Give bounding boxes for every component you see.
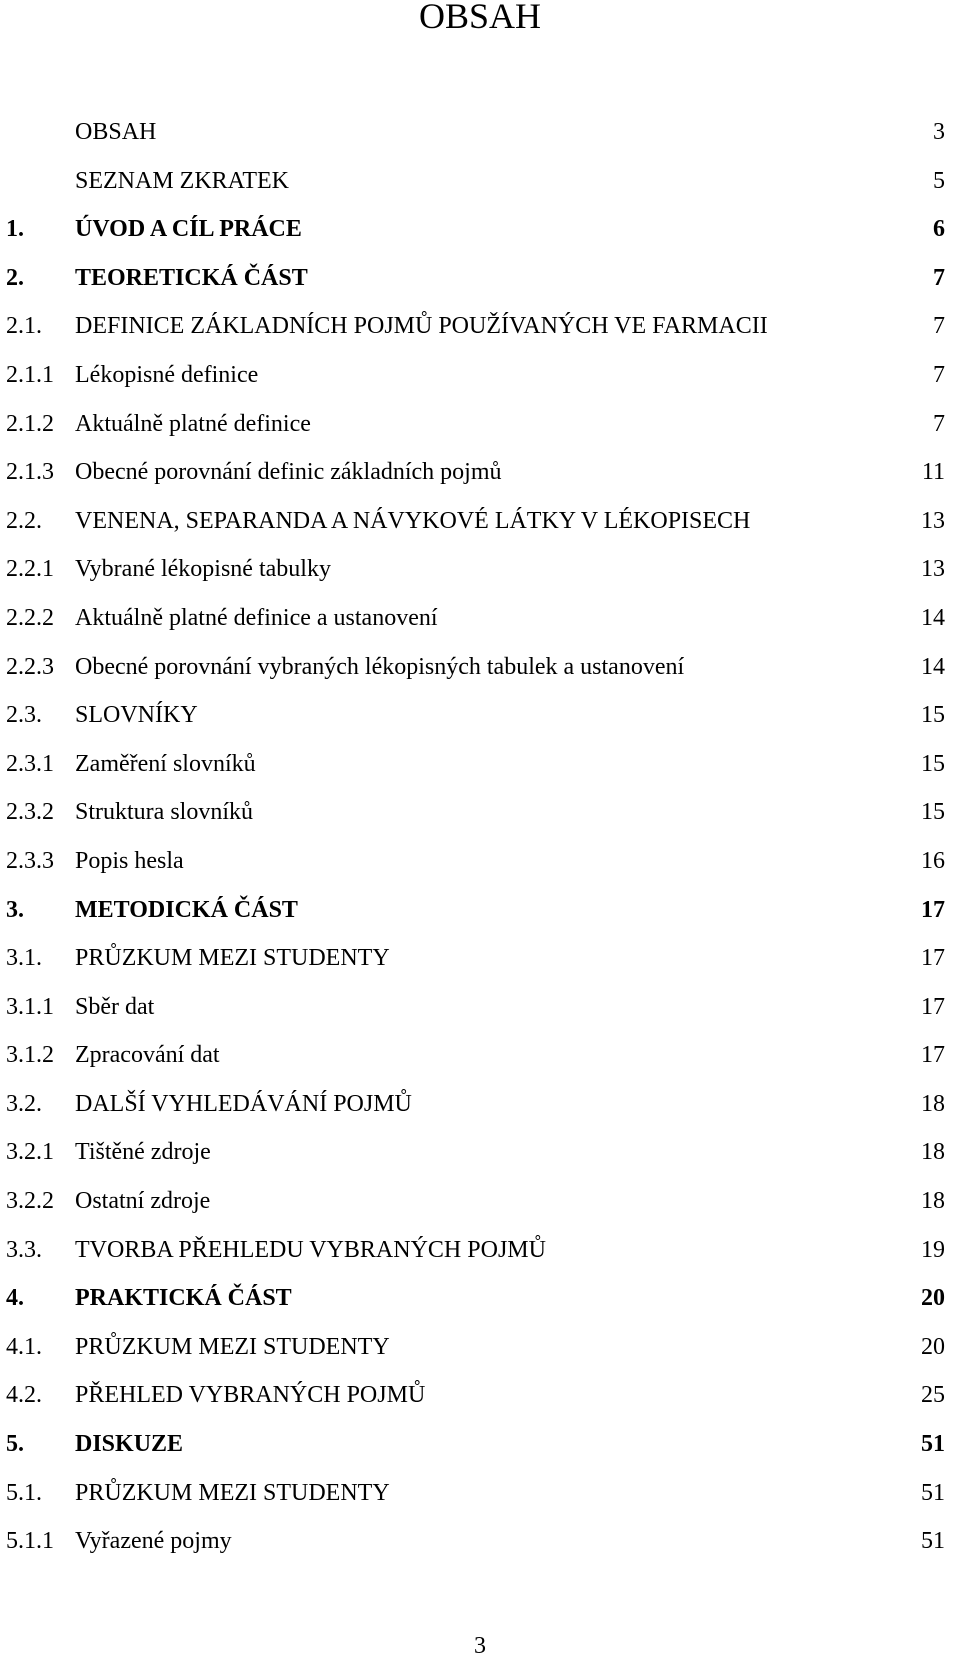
page-title: OBSAH (418, 0, 542, 36)
toc-entry[interactable] (0, 1234, 960, 1283)
toc-entry-title: Sběr dat (75, 993, 155, 1020)
toc-entry-title: Vyřazené pojmy (75, 1528, 232, 1555)
toc-entry-page: 13 (921, 556, 945, 583)
toc-entry-number: 1. (6, 216, 24, 243)
toc-entry-page: 17 (921, 993, 945, 1020)
toc-entry[interactable] (0, 1136, 960, 1185)
toc-entry[interactable] (0, 165, 960, 214)
toc-entry[interactable] (0, 310, 960, 359)
toc-entry-number: 2.1.1 (6, 361, 54, 388)
toc-entry-page: 51 (921, 1431, 945, 1458)
toc-entry-number: 3.2. (6, 1090, 42, 1117)
toc-entry-title: SLOVNÍKY (75, 702, 198, 729)
toc-entry-number: 2. (6, 264, 24, 291)
toc-entry-title: Zaměření slovníků (75, 750, 256, 777)
toc-entry-number: 3.1.2 (6, 1042, 54, 1069)
toc-entry[interactable] (0, 553, 960, 602)
toc-entry-title: Vybrané lékopisné tabulky (75, 556, 331, 583)
toc-entry-number: 3.2.1 (6, 1139, 54, 1166)
toc-entry-number: 2.3.1 (6, 750, 54, 777)
toc-entry[interactable] (0, 991, 960, 1040)
toc-entry-page: 51 (921, 1528, 945, 1555)
toc-entry-page: 5 (933, 167, 945, 194)
toc-entry-title: Obecné porovnání vybraných lékopisných tabulek a ustanovení (75, 653, 685, 680)
toc-entry-page: 18 (921, 1090, 945, 1117)
toc-entry[interactable] (0, 505, 960, 554)
toc-entry-number: 3.2.2 (6, 1188, 54, 1215)
toc-entry-number: 5.1. (6, 1479, 42, 1506)
toc-entry-page: 17 (921, 896, 945, 923)
toc-entry[interactable] (0, 1428, 960, 1477)
toc-entry-title: PŘEHLED VYBRANÝCH POJMŮ (75, 1382, 426, 1409)
toc-entry-number: 3.1.1 (6, 993, 54, 1020)
toc-entry-page: 13 (921, 507, 945, 534)
toc-entry[interactable] (0, 1477, 960, 1526)
toc-entry-page: 20 (921, 1333, 945, 1360)
toc-entry-number: 3.3. (6, 1236, 42, 1263)
toc-entry[interactable] (0, 1331, 960, 1380)
toc-entry[interactable] (0, 699, 960, 748)
toc-entry-title: Tištěné zdroje (75, 1139, 211, 1166)
toc-entry-title: TVORBA PŘEHLEDU VYBRANÝCH POJMŮ (75, 1236, 546, 1263)
toc-entry[interactable] (0, 602, 960, 651)
toc-entry-number: 4. (6, 1285, 24, 1312)
toc-entry-page: 15 (921, 799, 945, 826)
toc-entry-number: 2.3. (6, 702, 42, 729)
toc-entry[interactable] (0, 942, 960, 991)
toc-entry[interactable] (0, 1088, 960, 1137)
toc-entry-page: 17 (921, 1042, 945, 1069)
toc-entry-title: OBSAH (75, 119, 157, 145)
toc-entry-title: DEFINICE ZÁKLADNÍCH POJMŮ POUŽÍVANÝCH VE FARMACII (75, 313, 768, 340)
toc-entry-number: 2.3.2 (6, 799, 54, 826)
toc-entry-title: Popis hesla (75, 847, 184, 874)
toc-entry[interactable] (0, 1525, 960, 1574)
toc-entry-number: 2.2.1 (6, 556, 54, 583)
toc-entry-page: 7 (933, 410, 945, 437)
toc-entry-page: 14 (921, 653, 945, 680)
toc-entry[interactable] (0, 1379, 960, 1428)
toc-entry-title: Ostatní zdroje (75, 1188, 211, 1215)
toc-entry-title: METODICKÁ ČÁST (75, 896, 298, 923)
toc-entry-title: Obecné porovnání definic základních pojmů (75, 459, 502, 486)
toc-entry-title: ÚVOD A CÍL PRÁCE (75, 216, 302, 243)
toc-entry-number: 5.1.1 (6, 1528, 54, 1555)
toc-entry-number: 3.1. (6, 945, 42, 972)
toc-entry-title: Lékopisné definice (75, 361, 259, 388)
toc-entry-page: 11 (921, 459, 945, 486)
toc-entry[interactable] (0, 359, 960, 408)
toc-entry[interactable] (0, 116, 960, 165)
toc-entry[interactable] (0, 796, 960, 845)
toc-entry-title: VENENA, SEPARANDA A NÁVYKOVÉ LÁTKY V LÉKOPISECH (75, 507, 751, 534)
toc-entry[interactable] (0, 408, 960, 457)
toc-entry[interactable] (0, 894, 960, 943)
toc-entry-number: 2.1.2 (6, 410, 54, 437)
toc-entry-page: 19 (921, 1236, 945, 1263)
toc-entry-page: 15 (921, 702, 945, 729)
toc-entry-number: 4.1. (6, 1333, 42, 1360)
toc-entry-page: 25 (921, 1382, 945, 1409)
toc-entry-page: 17 (921, 945, 945, 972)
toc-entry-number: 5. (6, 1431, 24, 1458)
toc-entry[interactable] (0, 1185, 960, 1234)
toc-entry-page: 3 (933, 119, 945, 145)
table-of-contents (0, 116, 960, 1574)
toc-entry-title: TEORETICKÁ ČÁST (75, 264, 308, 291)
toc-entry-page: 6 (933, 216, 945, 243)
toc-entry-page: 16 (921, 847, 945, 874)
toc-entry-number: 2.2.3 (6, 653, 54, 680)
toc-entry-page: 51 (921, 1479, 945, 1506)
toc-entry-title: Aktuálně platné definice (75, 410, 311, 437)
toc-entry-title: DALŠÍ VYHLEDÁVÁNÍ POJMŮ (75, 1090, 412, 1117)
toc-entry-title: PRŮZKUM MEZI STUDENTY (75, 945, 390, 972)
toc-entry[interactable] (0, 1282, 960, 1331)
toc-entry[interactable] (0, 748, 960, 797)
toc-entry-page: 20 (921, 1285, 945, 1312)
toc-entry-title: Aktuálně platné definice a ustanovení (75, 604, 438, 631)
toc-entry[interactable] (0, 1039, 960, 1088)
toc-entry-page: 18 (921, 1188, 945, 1215)
toc-entry[interactable] (0, 456, 960, 505)
toc-entry-page: 14 (921, 604, 945, 631)
toc-entry-number: 2.2. (6, 507, 42, 534)
toc-entry-number: 3. (6, 896, 24, 923)
toc-entry-number: 2.3.3 (6, 847, 54, 874)
toc-entry-page: 15 (921, 750, 945, 777)
toc-entry-title: PRŮZKUM MEZI STUDENTY (75, 1479, 390, 1506)
toc-entry-page: 7 (933, 313, 945, 340)
toc-entry-title: Zpracování dat (75, 1042, 220, 1069)
toc-entry-number: 2.2.2 (6, 604, 54, 631)
toc-entry-title: PRAKTICKÁ ČÁST (75, 1285, 292, 1312)
toc-entry-number: 4.2. (6, 1382, 42, 1409)
toc-entry-number: 2.1. (6, 313, 42, 340)
toc-entry-title: PRŮZKUM MEZI STUDENTY (75, 1333, 390, 1360)
toc-entry[interactable] (0, 845, 960, 894)
toc-entry-page: 7 (933, 264, 945, 291)
toc-entry-number: 2.1.3 (6, 459, 54, 486)
toc-entry-title: DISKUZE (75, 1431, 184, 1458)
toc-entry[interactable] (0, 651, 960, 700)
toc-entry-title: Struktura slovníků (75, 799, 253, 826)
toc-entry-page: 18 (921, 1139, 945, 1166)
toc-entry[interactable] (0, 213, 960, 262)
toc-entry-title: SEZNAM ZKRATEK (75, 167, 289, 194)
page-number: 3 (474, 1633, 486, 1659)
toc-entry[interactable] (0, 262, 960, 311)
toc-entry-page: 7 (933, 361, 945, 388)
